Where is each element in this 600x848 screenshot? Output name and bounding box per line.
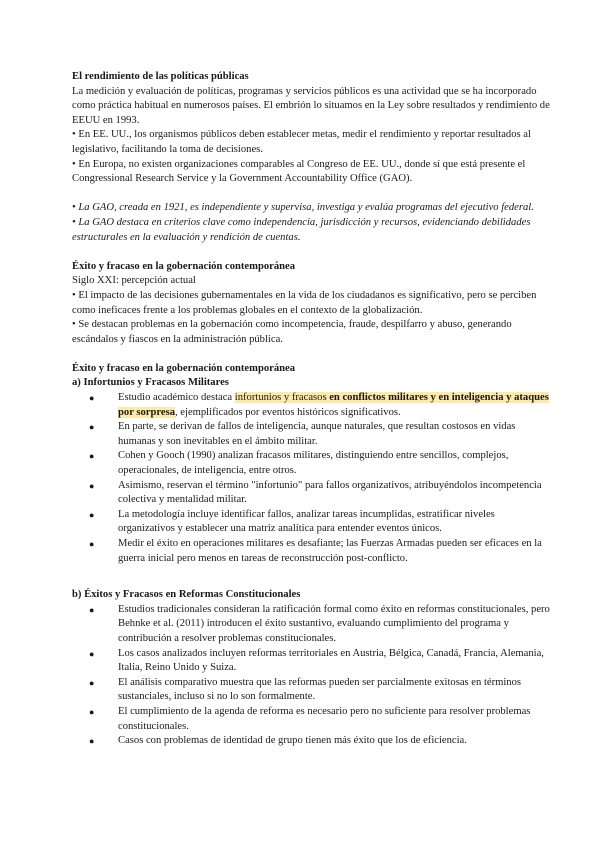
bullet-problemas: • Se destacan problemas en la gobernación como incompetencia, fraude, despilfarro y abuso, generando escándalos y fiascos en la administración pública. xyxy=(72,319,512,345)
list-militares xyxy=(72,391,550,566)
section-title-rendimiento: El rendimiento de las políticas públicas xyxy=(72,71,249,82)
section-title-exito-fracaso-2: Éxito y fracaso en la gobernación contemporánea xyxy=(72,362,296,374)
list-item: ● Estudios tradicionales consideran la ratificación formal como éxito en reformas constitucionales, pero Behnke et al. (2011) introducen el éxito sustantivo, evaluando cumplimiento del programa y contribución a resolver problemas constitucionales. xyxy=(72,603,550,647)
list-item: ● La metodología incluye identificar fallos, analizar tareas incumplidas, estratificar niveles organizativos y establecer una matriz analítica para entender eventos únicos. xyxy=(72,508,550,537)
list-item: ● Casos con problemas de identidad de grupo tienen más éxito que los de eficiencia. xyxy=(72,734,550,749)
paragraph-intro: La medición y evaluación de políticas, programas y servicios públicos es una actividad que se ha incorporado como práctica habitual en numerosos países. El embrión lo situamos en la Ley sobre resultados y rendimiento de EEUU en 1993. xyxy=(72,85,550,126)
list-item: ● Cohen y Gooch (1990) analizan fracasos militares, distinguiendo entre sencillos, complejos, operacionales, de inteligencia, entre otros. xyxy=(72,449,550,478)
subsection-title-militares: a) Infortunios y Fracasos Militares xyxy=(72,377,229,389)
list-item-text: , ejemplificados por eventos históricos significativos. xyxy=(175,406,401,418)
highlighted-bold-text: en conflictos militares y en inteligencia y ataques por sorpresa xyxy=(118,392,549,418)
list-item xyxy=(72,391,550,420)
bullet-eeuu: • En EE. UU., los organismos públicos deben establecer metas, medir el rendimiento y reportar resultados al legislativo, facilitando la toma de decisiones. xyxy=(72,129,531,155)
list-item: ● Medir el éxito en operaciones militares es desafiante; las Fuerzas Armadas pueden ser eficaces en la guerra inicial pero menos en tareas de reconstrucción post-conflicto. xyxy=(72,537,550,566)
subheading-siglo-xxi: Siglo XXI: percepción actual xyxy=(72,275,196,287)
list-item: ● El análisis comparativo muestra que las reformas pueden ser parcialmente exitosas en términos sustanciales, incluso si no lo son formalmente. xyxy=(72,676,550,705)
highlighted-text: infortunios y fracasos xyxy=(234,392,330,404)
bullet-europa: • En Europa, no existen organizaciones comparables al Congreso de EE. UU., donde sí que está presente el Congressional Research Service y la Government Accountability Office (GAO). xyxy=(72,158,526,185)
list-item: ● Asimismo, reservan el término "infortunio" para fallos organizativos, atribuyéndolos incompetencia colectiva y mentalidad militar. xyxy=(72,479,550,508)
list-item: ● En parte, se derivan de fallos de inteligencia, aunque naturales, que resultan costosos en vidas humanas y son inevitables en el ámbito militar. xyxy=(72,420,550,449)
list-item: ● Los casos analizados incluyen reformas territoriales en Austria, Bélgica, Canadá, Francia, Alemania, Italia, Reino Unido y Suiza. xyxy=(72,647,550,676)
list-item-text: Estudio académico destaca xyxy=(118,392,235,404)
subsection-title-reformas: b) Éxitos y Fracasos en Reformas Constitucionales xyxy=(72,589,301,601)
bullet-gao-creada: • La GAO, creada en 1921, es independiente y supervisa, investiga y evalúa programas del ejecutivo federal. xyxy=(72,202,534,214)
section-title-exito-fracaso: Éxito y fracaso en la gobernación contemporánea xyxy=(72,260,296,272)
list-item: ● El cumplimiento de la agenda de reforma es necesario pero no suficiente para resolver problemas constitucionales. xyxy=(72,705,550,734)
list-reformas xyxy=(72,603,550,749)
bullet-gao-destaca: • La GAO destaca en criterios clave como independencia, jurisdicción y recursos, evidenciando debilidades estructurales en la evaluación y rendición de cuentas. xyxy=(72,216,531,243)
bullet-impacto: • El impacto de las decisiones gubernamentales en la vida de los ciudadanos es significativo, pero se perciben como ineficaces frente a los problemas globales en el contexto de la globalización. xyxy=(72,289,537,316)
